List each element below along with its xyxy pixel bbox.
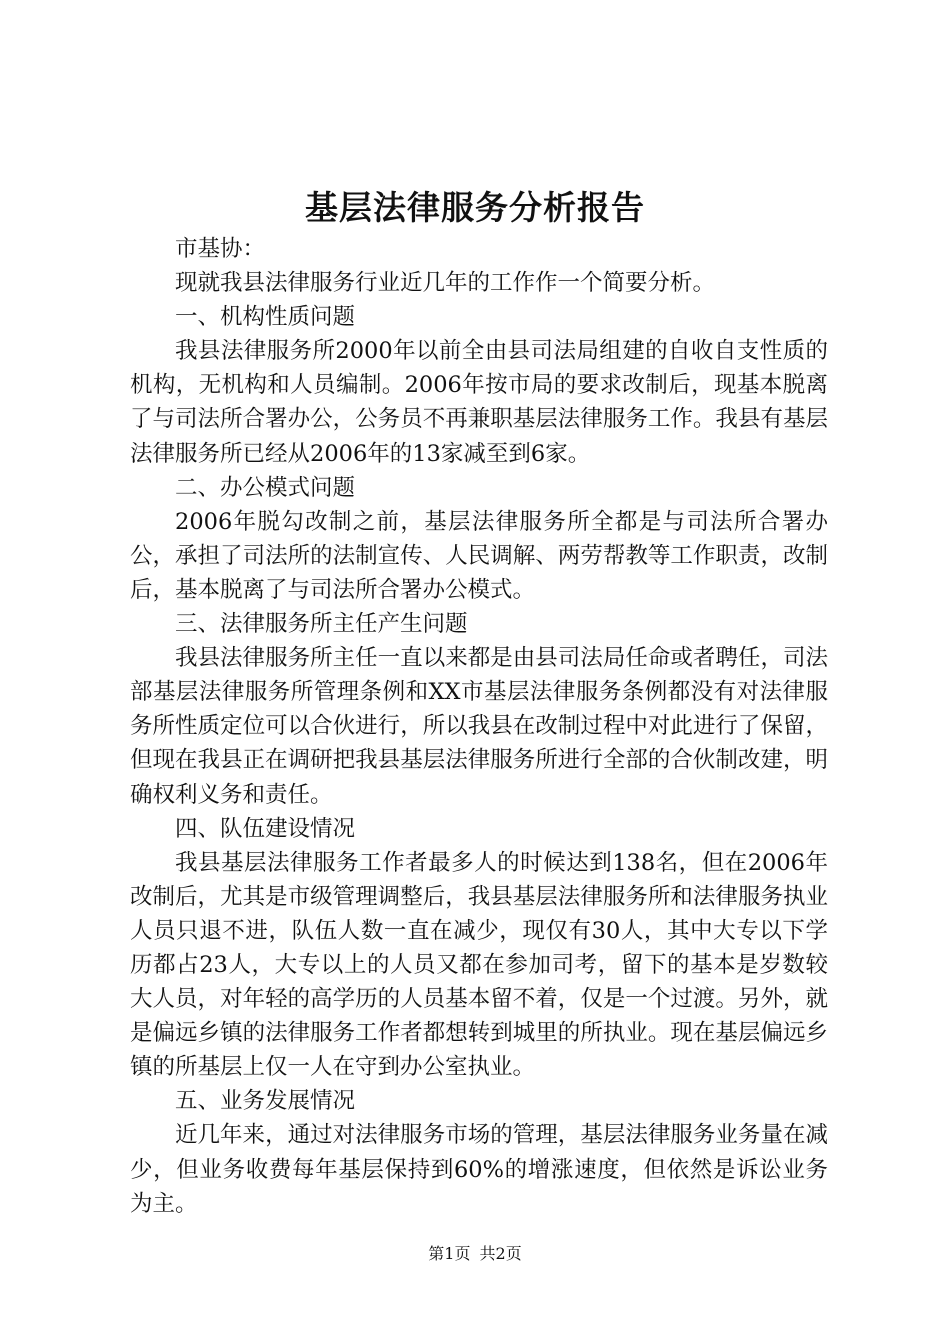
- page-footer: 第1页 共2页: [428, 1244, 522, 1263]
- intro-paragraph: 现就我县法律服务行业近几年的工作作一个简要分析。: [175, 270, 716, 297]
- section-heading-1: 一、机构性质问题: [175, 304, 356, 331]
- section-paragraph-5: 近几年来，通过对法律服务市场的管理，基层法律服务业务量在减少，但业务收费每年基层保持到60%的增涨速度，但依然是诉讼业务为主。: [130, 1122, 828, 1217]
- section-heading-3: 三、法律服务所主任产生问题: [175, 611, 468, 638]
- document-title: 基层法律服务分析报告: [305, 188, 645, 227]
- section-paragraph-2: 2006年脱勾改制之前，基层法律服务所全都是与司法所合署办公，承担了司法所的法制宣传、人民调解、两劳帮教等工作职责，改制后，基本脱离了与司法所合署办公模式。: [130, 508, 828, 603]
- section-heading-5: 五、业务发展情况: [175, 1088, 356, 1115]
- section-heading-4: 四、队伍建设情况: [175, 815, 356, 842]
- section-heading-2: 二、办公模式问题: [175, 474, 356, 501]
- section-paragraph-3: 我县法律服务所主任一直以来都是由县司法局任命或者聘任，司法部基层法律服务所管理条例和XX市基层法律服务条例都没有对法律服务所性质定位可以合伙进行，所以我县在改制过程中对此进行了保留，但现在我县正在调研把我县基层法律服务所进行全部的合伙制改建，明确权利义务和责任。: [130, 645, 828, 808]
- section-paragraph-4: 我县基层法律服务工作者最多人的时候达到138名，但在2006年改制后，尤其是市级管理调整后，我县基层法律服务所和法律服务执业人员只退不进，队伍人数一直在减少，现仅有30人，其中大专以下学历都占23人，大专以上的人员又都在参加司考，留下的基本是岁数较大人员，对年轻的高学历的人员基本留不着，仅是一个过渡。另外，就是偏远乡镇的法律服务工作者都想转到城里的所执业。现在基层偏远乡镇的所基层上仅一人在守到办公室执业。: [130, 849, 828, 1081]
- section-paragraph-1: 我县法律服务所2000年以前全由县司法局组建的自收自支性质的机构，无机构和人员编制。2006年按市局的要求改制后，现基本脱离了与司法所合署办公，公务员不再兼职基层法律服务工作。我县有基层法律服务所已经从2006年的13家减至到6家。: [130, 338, 828, 467]
- salutation: 市基协：: [175, 236, 266, 262]
- document-body: [130, 232, 828, 1221]
